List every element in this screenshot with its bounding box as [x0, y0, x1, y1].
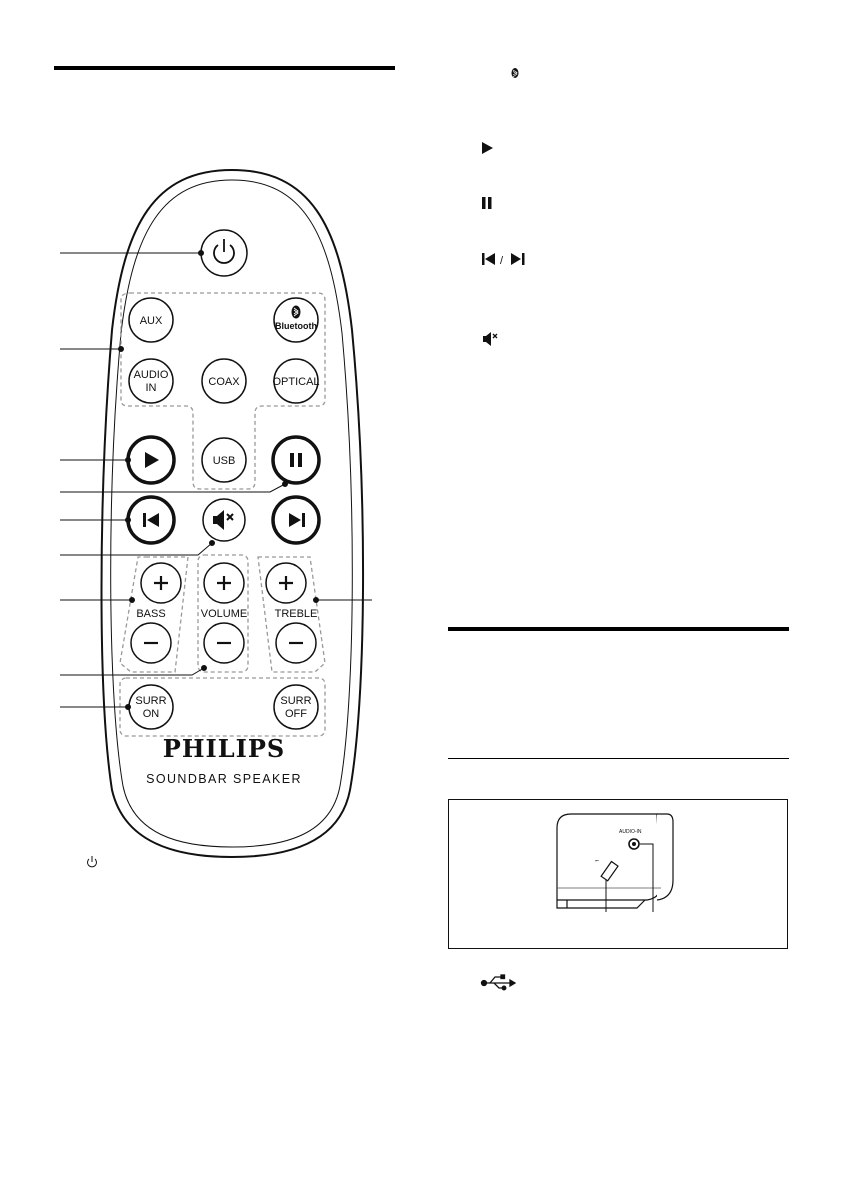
play-icon [482, 142, 493, 154]
power-icon [88, 856, 97, 867]
bluetooth-label: Bluetooth [275, 321, 317, 331]
pause-icon [482, 197, 492, 209]
device-connector-figure [448, 799, 788, 949]
coax-button [202, 359, 246, 403]
bluetooth-icon [512, 68, 519, 78]
usb-icon [482, 975, 516, 990]
power-button [201, 230, 247, 276]
treble-label: TREBLE [274, 608, 318, 620]
volume-plus-button [204, 563, 244, 603]
bluetooth-icon [292, 306, 301, 319]
previous-track-icon [482, 253, 495, 265]
soundbar-side-panel [657, 814, 673, 900]
treble-minus-button [276, 623, 316, 663]
product-name: SOUNDBAR SPEAKER [146, 772, 302, 786]
soundbar-body [557, 814, 661, 900]
coax-label: COAX [208, 376, 240, 388]
aux-label: AUX [139, 315, 163, 327]
audio-in-port-label: AUDIO-IN [619, 829, 642, 835]
previous-button [128, 497, 174, 543]
mute-button [203, 499, 245, 541]
surr-on-label-line2: ON [142, 708, 160, 720]
optical-button [272, 359, 319, 403]
bass-label: BASS [136, 608, 166, 620]
surr-off-button [274, 685, 318, 729]
surr-off-label-line2: OFF [285, 708, 307, 720]
next-button [273, 497, 319, 543]
usb-port-symbol: ⭠ [595, 858, 600, 864]
aux-button [129, 298, 173, 342]
volume-minus-button [204, 623, 244, 663]
audio-in-button [129, 359, 173, 403]
brand-logo: PHILIPS [162, 734, 286, 763]
bass-minus-button [131, 623, 171, 663]
volume-label: VOLUME [200, 608, 248, 620]
surr-on-label-line1: SURR [135, 695, 167, 707]
usb-button [202, 438, 246, 482]
bass-plus-button [141, 563, 181, 603]
pause-button [273, 437, 319, 483]
audio-in-label-line1: AUDIO [133, 369, 169, 381]
mute-icon [483, 332, 497, 346]
surr-on-button [129, 685, 173, 729]
audio-in-label-line2: IN [145, 382, 157, 394]
play-button [128, 437, 174, 483]
surr-off-label-line1: SURR [280, 695, 312, 707]
treble-plus-button [266, 563, 306, 603]
soundbar-base [557, 900, 645, 908]
usb-label: USB [212, 455, 236, 467]
optical-label: OPTICAL [272, 376, 320, 388]
bluetooth-button [274, 298, 318, 342]
soundbar-side-illustration [449, 800, 789, 950]
next-track-icon [511, 253, 525, 265]
icon-separator: / [500, 255, 504, 267]
